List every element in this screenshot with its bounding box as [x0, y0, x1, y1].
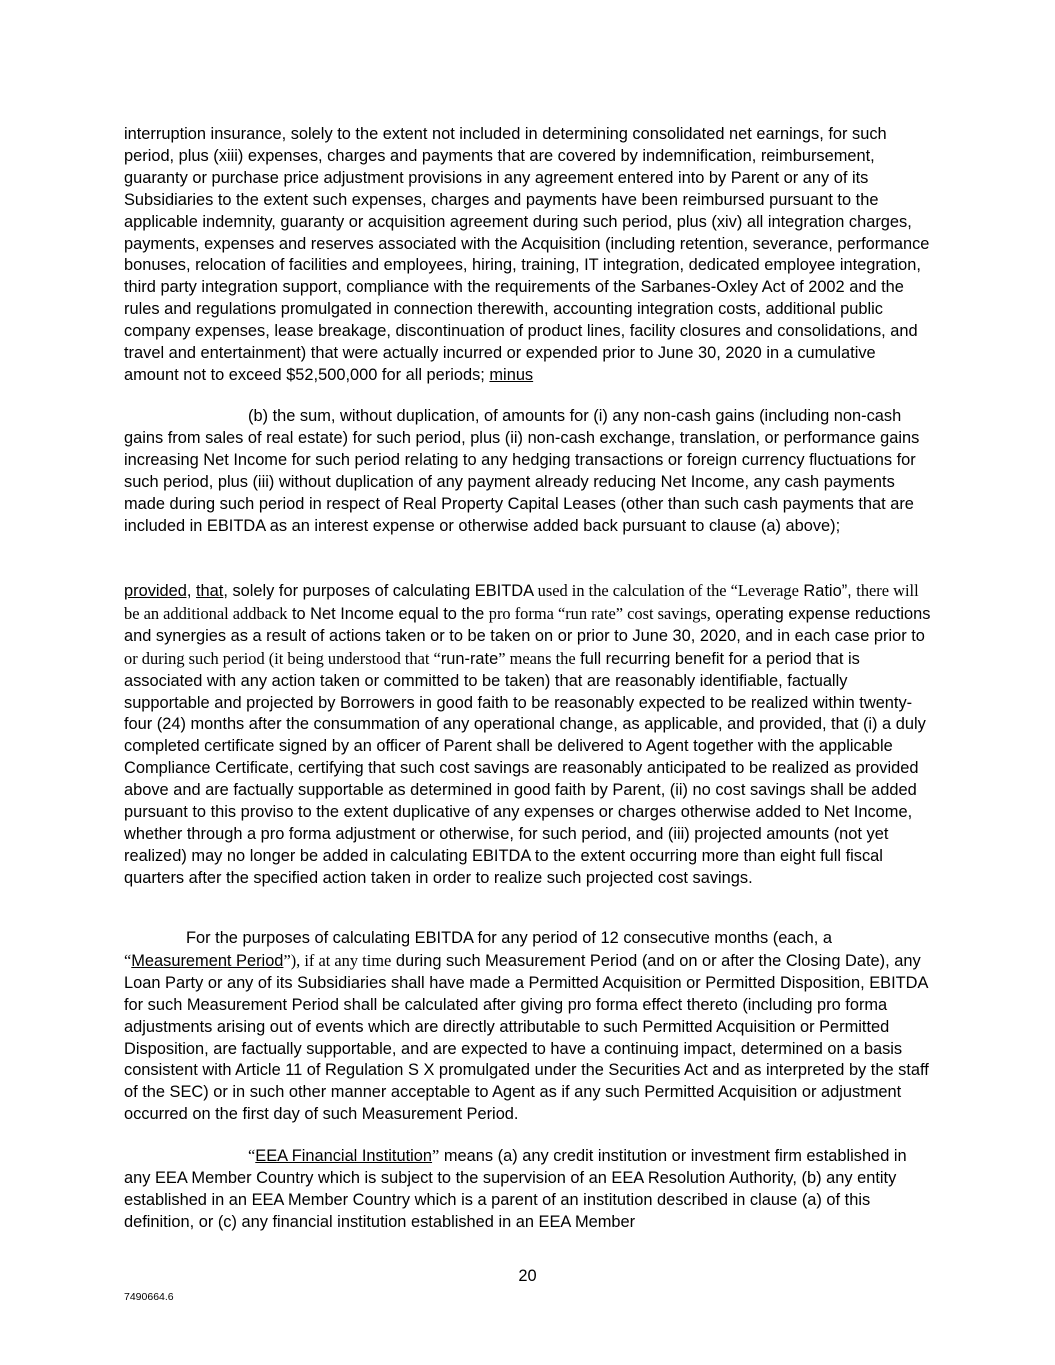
paragraph-text: (b) the sum, without duplication, of amounts for (i) any non-cash gains (including non-cash gains from sales of real estate) for such period, plus (ii) non-cash exchange, translation, or performance gains increasing Net Income for such period relating to any hedging transactions or foreign currency fluctuations for such period, plus (iii) without duplication of any payment already reducing Net Income, any cash payments made during such period in respect of Real Property Capital Leases (other than such cash payments that are included in EBITDA as an interest expense or otherwise added back pursuant to clause (a) above);: [124, 407, 920, 535]
text-segment: to Net Income equal to the: [287, 604, 489, 623]
page-number: 20: [518, 1267, 537, 1285]
text-segment: , solely for purposes of calculating EBITDA: [223, 582, 538, 600]
text-segment: operating expense reductions and synergies as a result of actions taken or to be taken on or prior to June 30, 2020, and in each case prior to: [124, 604, 931, 645]
defined-term-eea-financial-institution: EEA Financial Institution: [255, 1147, 433, 1165]
text-segment: full recurring benefit for a period that is associated with any action taken or committed to be taken) that are reasonably identifiable, factually supportable and projected by Borrowers in good faith to be reasonably expected to be realized within twenty-four (24) months after the consummation of any operational change, as applicable, and provided, that (i) a duly completed certificate signed by an officer of Parent shall be delivered to Agent together with the applicable Compliance Certificate, certifying that such cost savings are reasonably anticipated to be realized as provided above and are factually supportable as determined in good faith by Parent, (ii) no cost savings shall be added pursuant to this proviso to the extent duplicative of any expenses or charges otherwise added to Net Income, whether through a pro forma adjustment or otherwise, for such period, and (iii) projected amounts (not yet realized) may no longer be added in calculating EBITDA to the extent occurring more than eight full fiscal quarters after the specified action taken in order to realize such projected cost savings.: [124, 649, 926, 887]
text-segment: or during such period (it being understood that “: [124, 648, 441, 668]
open-quote: “: [124, 950, 132, 970]
close-quote: ”: [432, 1146, 440, 1165]
text-segment: Ratio”,: [798, 582, 857, 600]
text-segment: means (a) any credit institution or investment firm established in any EEA Member Country which is subject to the supervision of an EEA Resolution Authority, (b) any entity established in an EEA Member Country which is a parent of an institution described in clause (a) of this definition, or (c) any financial institution established in an EEA Member: [124, 1147, 907, 1231]
paragraph-ebitda-addbacks: [124, 124, 932, 387]
that-term: that: [196, 582, 224, 600]
defined-term-measurement-period: Measurement Period: [131, 951, 284, 970]
text-segment: during such Measurement Period (and on or after the Closing Date), any Loan Party or any of its Subsidiaries shall have made a Permitted Acquisition or Permitted Disposition, EBITDA for such Measurement Period shall be calculated after giving pro forma effect thereto (including pro forma adjustments arising out of events which are directly attributable to such Permitted Acquisition or Permitted Disposition, are factually supportable, and are expected to have a continuing impact, determined on a basis consistent with Article 11 of Regulation S X promulgated under the Securities Act and as interpreted by the staff of the SEC) or in such other manner acceptable to Agent as if any such Permitted Acquisition or adjustment occurred on the first day of such Measurement Period.: [124, 951, 929, 1124]
text-segment: used in the calculation of the “Leverage: [537, 581, 799, 600]
text-segment: For the purposes of calculating EBITDA for any period of 12 consecutive months (each, a: [186, 929, 832, 947]
paragraph-proviso: [124, 580, 932, 890]
text-segment: there will be an additional addback: [124, 581, 919, 623]
minus-term: minus: [489, 365, 534, 384]
paragraph-clause-b: [124, 406, 932, 537]
paragraph-measurement-period: [124, 928, 932, 1126]
open-quote: “: [248, 1146, 256, 1165]
text-segment: pro forma “run rate” cost savings,: [488, 603, 711, 623]
text-segment: ”), if at any time: [283, 950, 392, 970]
paragraph-eea-financial-institution: [124, 1145, 932, 1234]
provided-term: provided,: [124, 582, 192, 600]
text-segment: run-rate: [440, 649, 499, 668]
paragraph-text: interruption insurance, solely to the extent not included in determining consolidated net earnings, for such period, plus (xiii) expenses, charges and payments that are covered by indemnification, reimbursement, guaranty or purchase price adjustment provisions in any agreement entered into by Parent or any of its Subsidiaries to the extent such expenses, charges and payments have been reimbursed pursuant to the applicable indemnity, guaranty or acquisition agreement during such period, plus (xiv) all integration charges, payments, expenses and reserves associated with the Acquisition (including retention, severance, performance bonuses, relocation of facilities and employees, hiring, training, IT integration, dedicated employee integration, third party integration support, compliance with the requirements of the Sarbanes-Oxley Act of 2002 and the rules and regulations promulgated in connection therewith, accounting integration costs, additional public company expenses, lease breakage, discontinuation of product lines, facility closures and consolidations, and travel and entertainment) that were actually incurred or expended prior to June 30, 2020 in a cumulative amount not to exceed $52,500,000 for all periods;: [124, 125, 930, 384]
text-segment: ” means the: [498, 648, 576, 668]
document-id: 7490664.6: [124, 1291, 174, 1303]
